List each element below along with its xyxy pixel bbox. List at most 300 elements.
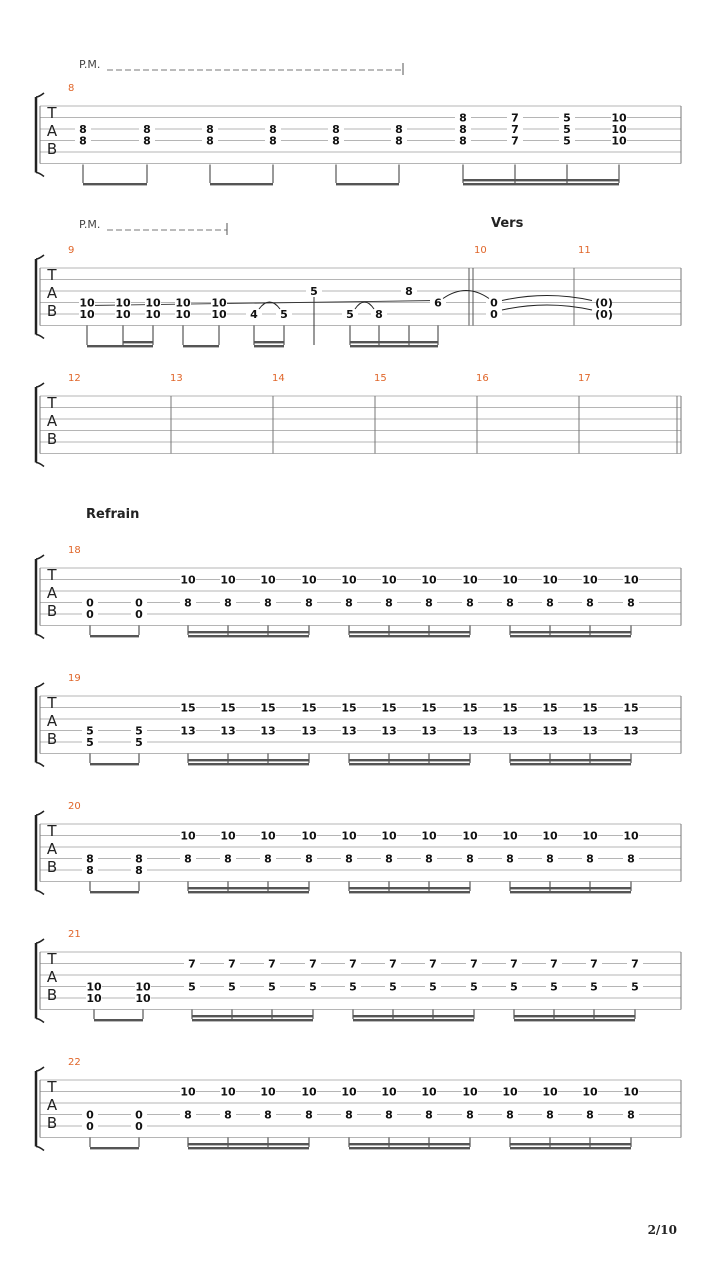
beam bbox=[188, 759, 309, 761]
beam bbox=[87, 345, 153, 347]
beam bbox=[349, 631, 470, 633]
fret-number: 8 bbox=[459, 111, 467, 125]
fret-number: 13 bbox=[623, 724, 639, 738]
tie-slur bbox=[355, 302, 374, 309]
bracket-top bbox=[36, 811, 44, 815]
section-title: Refrain bbox=[86, 507, 140, 522]
fret-number: 8 bbox=[395, 134, 403, 148]
fret-number: 15 bbox=[542, 701, 558, 715]
fret-number: 10 bbox=[502, 829, 518, 843]
fret-number: 0 bbox=[86, 596, 94, 610]
tab-clef-letter: B bbox=[46, 302, 58, 320]
fret-number: 8 bbox=[395, 123, 403, 136]
fret-number: 10 bbox=[542, 573, 558, 587]
fret-number: 10 bbox=[623, 1085, 639, 1099]
fret-number: 8 bbox=[135, 852, 143, 866]
bar-number: 12 bbox=[68, 373, 81, 384]
fret-number: 10 bbox=[502, 1085, 518, 1099]
palm-mute-label: P.M. bbox=[79, 58, 101, 71]
fret-number: 8 bbox=[466, 1108, 474, 1122]
fret-number: 5 bbox=[429, 980, 437, 994]
fret-number: 10 bbox=[381, 1085, 397, 1099]
fret-number: 10 bbox=[145, 308, 161, 321]
beam bbox=[350, 345, 438, 347]
fret-number: 10 bbox=[582, 573, 598, 587]
fret-number: 15 bbox=[623, 701, 639, 715]
fret-number: 10 bbox=[381, 829, 397, 843]
tie-slur bbox=[443, 291, 489, 299]
fret-number: 8 bbox=[305, 596, 313, 610]
beam bbox=[83, 183, 147, 185]
beam bbox=[349, 759, 470, 761]
fret-number: 8 bbox=[385, 1108, 393, 1122]
tab-clef-letter: T bbox=[47, 104, 57, 122]
fret-number: 8 bbox=[506, 596, 514, 610]
fret-number: 8 bbox=[86, 864, 94, 877]
bracket-bottom bbox=[36, 1147, 44, 1151]
fret-number: 8 bbox=[143, 134, 151, 148]
beam bbox=[350, 341, 438, 343]
fret-number: 8 bbox=[224, 596, 232, 610]
fret-number: 8 bbox=[345, 852, 353, 866]
beam bbox=[123, 341, 153, 343]
beam bbox=[514, 1015, 635, 1017]
fret-number: 10 bbox=[79, 296, 95, 310]
fret-number: 5 bbox=[470, 980, 478, 994]
fret-number: 10 bbox=[301, 1085, 317, 1099]
system-6-staff bbox=[36, 811, 681, 895]
fret-number: 7 bbox=[470, 957, 478, 971]
fret-number: 10 bbox=[381, 573, 397, 587]
fret-number: 5 bbox=[346, 308, 354, 321]
fret-number: 10 bbox=[115, 296, 131, 310]
bar-number: 16 bbox=[476, 373, 489, 384]
fret-number: 8 bbox=[586, 1108, 594, 1122]
tab-clef-letter: T bbox=[47, 694, 57, 712]
fret-number: 15 bbox=[341, 701, 357, 715]
fret-number: 10 bbox=[582, 829, 598, 843]
fret-number: 7 bbox=[511, 123, 519, 136]
fret-number: 10 bbox=[611, 123, 627, 136]
fret-number: 10 bbox=[421, 1085, 437, 1099]
fret-number: 7 bbox=[550, 957, 558, 971]
fret-number: 10 bbox=[220, 573, 236, 587]
tab-clef-letter: B bbox=[46, 986, 58, 1004]
bracket-top bbox=[36, 255, 44, 259]
fret-number: 13 bbox=[220, 724, 236, 738]
fret-number: 7 bbox=[389, 957, 397, 971]
beam bbox=[188, 763, 309, 765]
fret-number: 13 bbox=[381, 724, 397, 738]
fret-number: 10 bbox=[135, 992, 151, 1005]
beam bbox=[90, 763, 139, 765]
fret-number: 10 bbox=[341, 573, 357, 587]
fret-number: 7 bbox=[349, 957, 357, 971]
beam bbox=[463, 183, 619, 185]
fret-number: 10 bbox=[462, 829, 478, 843]
beam bbox=[188, 631, 309, 633]
fret-number: 8 bbox=[345, 1108, 353, 1122]
beam bbox=[510, 1147, 631, 1149]
beam bbox=[510, 759, 631, 761]
fret-number: 0 bbox=[490, 308, 498, 321]
fret-number: 8 bbox=[224, 1108, 232, 1122]
fret-number: 10 bbox=[421, 573, 437, 587]
fret-number: 8 bbox=[627, 1108, 635, 1122]
fret-number: 10 bbox=[175, 308, 191, 321]
beam bbox=[510, 887, 631, 889]
fret-number: 8 bbox=[466, 852, 474, 866]
fret-number: 8 bbox=[264, 1108, 272, 1122]
notation-layer bbox=[68, 58, 677, 1149]
bar-number: 10 bbox=[474, 245, 487, 256]
fret-number: 0 bbox=[135, 1108, 143, 1122]
fret-number: 8 bbox=[206, 123, 214, 136]
fret-number: 10 bbox=[462, 1085, 478, 1099]
section-title: Vers bbox=[491, 216, 524, 231]
fret-number: 8 bbox=[184, 596, 192, 610]
fret-number: 10 bbox=[175, 296, 191, 310]
fret-number: 5 bbox=[86, 736, 94, 749]
fret-number: 10 bbox=[341, 1085, 357, 1099]
fret-number: 8 bbox=[269, 123, 277, 136]
fret-number: 5 bbox=[590, 980, 598, 994]
fret-number: 5 bbox=[135, 724, 143, 738]
fret-number: 10 bbox=[220, 829, 236, 843]
beam bbox=[90, 1147, 139, 1149]
fret-number: 5 bbox=[563, 111, 571, 125]
tab-clef-letter: A bbox=[46, 1096, 58, 1114]
system-4-staff bbox=[36, 555, 681, 639]
fret-number: 7 bbox=[511, 111, 519, 125]
fret-number: 8 bbox=[466, 596, 474, 610]
bracket-bottom bbox=[36, 463, 44, 467]
beam bbox=[349, 887, 470, 889]
beam bbox=[510, 631, 631, 633]
beam bbox=[192, 1015, 313, 1017]
fret-number: 8 bbox=[79, 134, 87, 148]
beam bbox=[188, 1143, 309, 1145]
fret-number: 0 bbox=[490, 296, 498, 310]
beam bbox=[510, 635, 631, 637]
bracket-bottom bbox=[36, 891, 44, 895]
fret-number: 7 bbox=[309, 957, 317, 971]
system-7-staff bbox=[36, 939, 681, 1023]
fret-number: 10 bbox=[79, 308, 95, 321]
fret-number: 15 bbox=[180, 701, 196, 715]
beam bbox=[192, 1019, 313, 1021]
fret-number: 10 bbox=[220, 1085, 236, 1099]
fret-number: 10 bbox=[115, 308, 131, 321]
fret-number: 7 bbox=[590, 957, 598, 971]
fret-number: 5 bbox=[510, 980, 518, 994]
fret-number: 5 bbox=[563, 134, 571, 148]
fret-number: 15 bbox=[381, 701, 397, 715]
fret-number: 13 bbox=[421, 724, 437, 738]
fret-number: 8 bbox=[305, 1108, 313, 1122]
fret-number: 10 bbox=[623, 829, 639, 843]
bracket-top bbox=[36, 555, 44, 559]
fret-number: 8 bbox=[135, 864, 143, 877]
fret-number: 5 bbox=[310, 285, 318, 298]
beam bbox=[254, 341, 284, 343]
beam bbox=[254, 345, 284, 347]
fret-number: 7 bbox=[268, 957, 276, 971]
fret-number: 8 bbox=[332, 123, 340, 136]
beam bbox=[90, 635, 139, 637]
fret-number: 8 bbox=[143, 123, 151, 136]
beam bbox=[349, 763, 470, 765]
fret-number: 13 bbox=[502, 724, 518, 738]
fret-number: 8 bbox=[269, 134, 277, 148]
fret-number: 5 bbox=[86, 724, 94, 738]
fret-number: 8 bbox=[345, 596, 353, 610]
tab-clef-letter: A bbox=[46, 284, 58, 302]
fret-number: 8 bbox=[586, 596, 594, 610]
system-3-staff bbox=[36, 383, 681, 467]
beam bbox=[188, 891, 309, 893]
bar-number: 11 bbox=[578, 245, 591, 256]
fret-number: 7 bbox=[510, 957, 518, 971]
system-8-staff bbox=[36, 1067, 681, 1151]
fret-number: 10 bbox=[502, 573, 518, 587]
bar-number: 21 bbox=[68, 929, 81, 940]
fret-number: 8 bbox=[546, 852, 554, 866]
fret-number: 5 bbox=[349, 980, 357, 994]
fret-number: 15 bbox=[301, 701, 317, 715]
fret-number: 8 bbox=[627, 852, 635, 866]
bar-number: 8 bbox=[68, 83, 75, 94]
tab-clef-letter: A bbox=[46, 968, 58, 986]
fret-number: 8 bbox=[459, 134, 467, 148]
tab-clef-letter: B bbox=[46, 858, 58, 876]
tab-clef-letter: T bbox=[47, 1078, 57, 1096]
tab-clef-letter: A bbox=[46, 584, 58, 602]
fret-number: 8 bbox=[506, 1108, 514, 1122]
beam bbox=[353, 1019, 474, 1021]
bar-number: 22 bbox=[68, 1057, 81, 1068]
tab-clef-letter: T bbox=[47, 566, 57, 584]
bracket-bottom bbox=[36, 635, 44, 639]
fret-number: 13 bbox=[341, 724, 357, 738]
fret-number: 10 bbox=[260, 1085, 276, 1099]
fret-number: 8 bbox=[425, 596, 433, 610]
beam bbox=[188, 635, 309, 637]
tab-clef-letter: A bbox=[46, 122, 58, 140]
tab-clef-letter: T bbox=[47, 822, 57, 840]
fret-number: 6 bbox=[434, 296, 442, 310]
beam bbox=[510, 763, 631, 765]
beam bbox=[510, 891, 631, 893]
fret-number: 15 bbox=[582, 701, 598, 715]
fret-number: 8 bbox=[459, 123, 467, 136]
tab-clef-letter: A bbox=[46, 412, 58, 430]
system-2-staff bbox=[36, 255, 681, 339]
fret-number: 0 bbox=[86, 608, 94, 621]
fret-number: 10 bbox=[301, 573, 317, 587]
beam bbox=[188, 887, 309, 889]
fret-number: 10 bbox=[260, 573, 276, 587]
fret-number: 13 bbox=[301, 724, 317, 738]
fret-number: 8 bbox=[546, 1108, 554, 1122]
fret-number: 10 bbox=[145, 296, 161, 310]
fret-number: 8 bbox=[332, 134, 340, 148]
fret-number: 5 bbox=[563, 123, 571, 136]
beam bbox=[349, 1143, 470, 1145]
beam bbox=[188, 1147, 309, 1149]
fret-number: 4 bbox=[250, 308, 258, 321]
fret-number: 8 bbox=[405, 285, 413, 298]
fret-number: 8 bbox=[506, 852, 514, 866]
bar-number: 18 bbox=[68, 545, 81, 556]
fret-number: 5 bbox=[389, 980, 397, 994]
fret-number: 15 bbox=[220, 701, 236, 715]
beam bbox=[514, 1019, 635, 1021]
fret-number: 10 bbox=[421, 829, 437, 843]
fret-number: 8 bbox=[184, 1108, 192, 1122]
fret-number: 7 bbox=[228, 957, 236, 971]
fret-number: 10 bbox=[86, 992, 102, 1005]
fret-number: 13 bbox=[180, 724, 196, 738]
fret-number: 7 bbox=[429, 957, 437, 971]
beam bbox=[510, 1143, 631, 1145]
beam bbox=[349, 891, 470, 893]
fret-number: 10 bbox=[611, 111, 627, 125]
fret-number: 15 bbox=[421, 701, 437, 715]
bar-number: 17 bbox=[578, 373, 591, 384]
fret-number: 8 bbox=[385, 852, 393, 866]
fret-number: 10 bbox=[180, 829, 196, 843]
fret-number: 15 bbox=[502, 701, 518, 715]
fret-number: 10 bbox=[611, 134, 627, 148]
bar-number: 15 bbox=[374, 373, 387, 384]
bar-number: 19 bbox=[68, 673, 81, 684]
fret-number: 0 bbox=[135, 596, 143, 610]
fret-number: 5 bbox=[228, 980, 236, 994]
fret-number: 0 bbox=[135, 608, 143, 621]
fret-number: 8 bbox=[586, 852, 594, 866]
page-number: 2/10 bbox=[647, 1223, 677, 1237]
fret-number: 8 bbox=[264, 852, 272, 866]
fret-number: 10 bbox=[211, 308, 227, 321]
fret-number: 10 bbox=[542, 1085, 558, 1099]
fret-number: (0) bbox=[595, 308, 613, 321]
tab-clef-letter: A bbox=[46, 712, 58, 730]
fret-number: 8 bbox=[224, 852, 232, 866]
fret-number: 8 bbox=[627, 596, 635, 610]
fret-number: 10 bbox=[211, 296, 227, 310]
fret-number: 8 bbox=[546, 596, 554, 610]
fret-number: 5 bbox=[550, 980, 558, 994]
beam bbox=[94, 1019, 143, 1021]
beam bbox=[349, 1147, 470, 1149]
fret-number: 8 bbox=[425, 852, 433, 866]
bar-number: 13 bbox=[170, 373, 183, 384]
fret-number: 8 bbox=[79, 123, 87, 136]
fret-number: 0 bbox=[86, 1108, 94, 1122]
beam bbox=[90, 891, 139, 893]
beam bbox=[183, 345, 219, 347]
bracket-top bbox=[36, 383, 44, 387]
bracket-top bbox=[36, 939, 44, 943]
fret-number: 5 bbox=[280, 308, 288, 321]
fret-number: 10 bbox=[623, 573, 639, 587]
fret-number: 10 bbox=[260, 829, 276, 843]
fret-number: (0) bbox=[595, 296, 613, 310]
system-1-staff bbox=[36, 93, 681, 177]
tab-clef-letter: B bbox=[46, 1114, 58, 1132]
bar-number: 14 bbox=[272, 373, 285, 384]
fret-number: 13 bbox=[260, 724, 276, 738]
fret-number: 10 bbox=[180, 573, 196, 587]
bracket-bottom bbox=[36, 763, 44, 767]
fret-number: 8 bbox=[375, 308, 383, 321]
fret-number: 8 bbox=[86, 852, 94, 866]
fret-number: 10 bbox=[582, 1085, 598, 1099]
tab-clef-letter: T bbox=[47, 950, 57, 968]
tab-clef-letter: B bbox=[46, 730, 58, 748]
fret-number: 10 bbox=[341, 829, 357, 843]
beam bbox=[349, 635, 470, 637]
tie-slur bbox=[502, 305, 592, 310]
beam bbox=[463, 179, 619, 181]
fret-number: 7 bbox=[631, 957, 639, 971]
bracket-bottom bbox=[36, 1019, 44, 1023]
fret-number: 13 bbox=[542, 724, 558, 738]
tab-clef-letter: T bbox=[47, 266, 57, 284]
beam bbox=[353, 1015, 474, 1017]
fret-number: 5 bbox=[268, 980, 276, 994]
fret-number: 7 bbox=[511, 134, 519, 148]
fret-number: 10 bbox=[86, 980, 102, 994]
fret-number: 5 bbox=[309, 980, 317, 994]
fret-number: 10 bbox=[180, 1085, 196, 1099]
fret-number: 7 bbox=[188, 957, 196, 971]
fret-number: 8 bbox=[305, 852, 313, 866]
fret-number: 5 bbox=[135, 736, 143, 749]
fret-number: 5 bbox=[631, 980, 639, 994]
tab-clef-letter: T bbox=[47, 394, 57, 412]
fret-number: 8 bbox=[385, 596, 393, 610]
fret-number: 10 bbox=[301, 829, 317, 843]
tab-clef-letter: A bbox=[46, 840, 58, 858]
fret-number: 0 bbox=[86, 1120, 94, 1133]
fret-number: 10 bbox=[135, 980, 151, 994]
palm-mute-label: P.M. bbox=[79, 218, 101, 231]
beam bbox=[210, 183, 273, 185]
fret-number: 15 bbox=[462, 701, 478, 715]
fret-number: 5 bbox=[188, 980, 196, 994]
bar-number: 9 bbox=[68, 245, 75, 256]
beam bbox=[336, 183, 399, 185]
bracket-top bbox=[36, 683, 44, 687]
bracket-top bbox=[36, 93, 44, 97]
fret-number: 0 bbox=[135, 1120, 143, 1133]
tab-clef-letter: B bbox=[46, 140, 58, 158]
bracket-bottom bbox=[36, 173, 44, 177]
tab-clef-letter: B bbox=[46, 430, 58, 448]
bracket-top bbox=[36, 1067, 44, 1071]
fret-number: 10 bbox=[542, 829, 558, 843]
fret-number: 15 bbox=[260, 701, 276, 715]
fret-number: 8 bbox=[425, 1108, 433, 1122]
bracket-bottom bbox=[36, 335, 44, 339]
fret-number: 13 bbox=[582, 724, 598, 738]
fret-number: 8 bbox=[206, 134, 214, 148]
fret-number: 8 bbox=[184, 852, 192, 866]
fret-number: 13 bbox=[462, 724, 478, 738]
tie-slur bbox=[502, 296, 592, 301]
